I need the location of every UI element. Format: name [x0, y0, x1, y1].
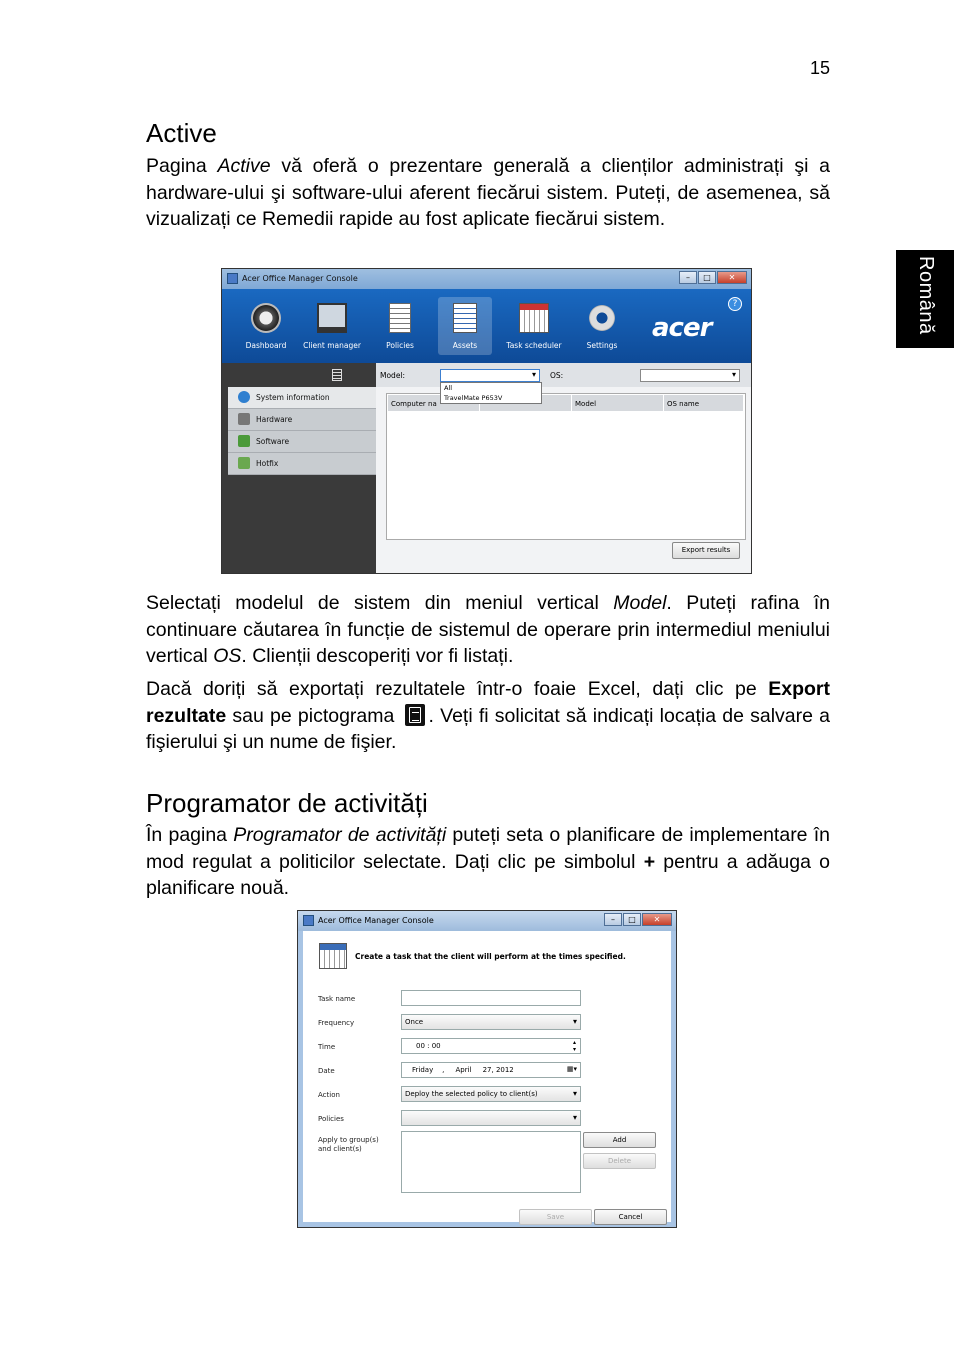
language-tab: [896, 250, 954, 348]
section-title-active: Active: [146, 118, 217, 148]
action-select[interactable]: Deploy the selected policy to client(s) ▾: [401, 1086, 581, 1102]
model-dropdown-list: [440, 382, 542, 404]
window-titlebar: [222, 269, 751, 289]
minimize-button[interactable]: –: [604, 913, 622, 926]
model-dropdown[interactable]: [440, 369, 540, 382]
assets-icon: [453, 303, 477, 333]
model-option-all[interactable]: All: [444, 384, 453, 392]
assets-sidebar: [222, 363, 376, 573]
maximize-button[interactable]: □: [623, 913, 641, 926]
model-label: Model:: [380, 371, 406, 380]
cancel-button[interactable]: Cancel: [594, 1209, 667, 1225]
nav-settings[interactable]: Settings: [572, 297, 632, 350]
task-name-label: Task name: [318, 995, 356, 1003]
page-number: 15: [809, 58, 830, 78]
app-icon: [227, 273, 238, 284]
date-picker[interactable]: Friday , April 27, 2012 ▦▾: [401, 1062, 581, 1078]
help-icon[interactable]: ?: [728, 297, 742, 311]
export-results-button[interactable]: Export results: [672, 542, 740, 559]
hardware-icon: [238, 413, 250, 425]
maximize-button[interactable]: □: [698, 271, 716, 284]
nav-dashboard[interactable]: Dashboard: [236, 297, 296, 350]
filter-bar: [376, 363, 751, 387]
info-icon: [238, 391, 250, 403]
policies-label: Policies: [318, 1115, 344, 1123]
model-paragraph: Selectați modelul de sistem din meniul vertical Model. Puteți rafina în continuare căutarea în funcție de sistemul de operare prin intermediul meniului vertical OS. Clienții descoperiți vor fi listați.: [146, 592, 831, 667]
sidebar-item-hotfix[interactable]: Hotfix: [228, 453, 376, 475]
nav-assets[interactable]: Assets: [438, 297, 492, 355]
create-task-dialog: [303, 931, 671, 1222]
frequency-select[interactable]: Once ▾: [401, 1014, 581, 1030]
export-bold-text: Export rezultate: [146, 678, 830, 727]
hotfix-icon: [238, 457, 250, 469]
time-input[interactable]: 00 : 00 ▴▾: [401, 1038, 581, 1054]
section-title-scheduler: Programator de activități: [146, 788, 428, 818]
sidebar-item-system-information[interactable]: System information: [228, 387, 376, 409]
apply-label: Apply to group(s) and client(s): [318, 1136, 379, 1153]
dashboard-icon: [251, 303, 281, 333]
task-scheduler-screenshot: [297, 910, 677, 1228]
calendar-icon: [519, 303, 549, 333]
frequency-label: Frequency: [318, 1019, 355, 1027]
window-title: Acer Office Manager Console: [318, 916, 434, 925]
action-label: Action: [318, 1091, 340, 1099]
date-label: Date: [318, 1067, 335, 1075]
column-model[interactable]: Model: [572, 395, 664, 411]
sidebar-item-software[interactable]: Software: [228, 431, 376, 453]
nav-task-scheduler[interactable]: Task scheduler: [504, 297, 564, 350]
close-button[interactable]: ✕: [717, 271, 747, 284]
top-navigation: [222, 289, 751, 363]
column-computer-name[interactable]: Computer na: [388, 395, 480, 411]
app-icon: [303, 915, 314, 926]
document-icon: [405, 704, 425, 726]
save-button[interactable]: Save: [519, 1209, 592, 1225]
assets-screenshot: [221, 268, 752, 574]
assets-content: [376, 363, 751, 573]
results-table: [386, 393, 746, 540]
nav-policies[interactable]: Policies: [370, 297, 430, 350]
software-icon: [238, 435, 250, 447]
policies-select[interactable]: [401, 1110, 581, 1126]
task-name-input[interactable]: [401, 990, 581, 1006]
dialog-header: Create a task that the client will perform at the times specified.: [355, 952, 626, 961]
os-dropdown[interactable]: [640, 369, 740, 382]
active-intro-paragraph: Pagina Active vă oferă o prezentare generală a clienților administrați şi a hardware-ului şi software-ului aferent fiecărui sistem. Puteți, de asemenea, să vizualizați ce Remedii rapide au fost aplicate fiecărui sistem.: [146, 155, 830, 230]
sidebar-item-hardware[interactable]: Hardware: [228, 409, 376, 431]
column-os-name[interactable]: OS name: [664, 395, 744, 411]
time-label: Time: [318, 1043, 336, 1051]
calendar-icon: [319, 943, 347, 969]
scheduler-paragraph: În pagina Programator de activități puteți seta o planificare de implementare în mod regulat a politicilor selectate. Dați clic pe simbolul + pentru a adăuga o planificare nouă.: [146, 824, 830, 899]
groups-clients-list[interactable]: [401, 1131, 581, 1193]
gear-icon: [587, 303, 617, 333]
add-button[interactable]: Add: [583, 1132, 656, 1148]
export-document-icon[interactable]: [332, 369, 342, 381]
export-paragraph: Dacă doriți să exportați rezultatele într-o foaie Excel, dați clic pe Export rezultate sau pe pictograma . Veți fi solicitat să indicați locația de salvare a fişierului şi un nume de fişier.: [146, 678, 830, 753]
minimize-button[interactable]: –: [679, 271, 697, 284]
window-titlebar: [298, 911, 676, 931]
nav-client-manager[interactable]: Client manager: [302, 297, 362, 350]
close-button[interactable]: ✕: [642, 913, 672, 926]
delete-button[interactable]: Delete: [583, 1153, 656, 1169]
language-tab-label: Română: [915, 256, 937, 335]
acer-logo: acer: [652, 313, 712, 343]
os-label: OS:: [550, 371, 564, 380]
model-option-travelmate[interactable]: TravelMate P653V: [444, 394, 503, 402]
monitor-icon: [317, 303, 347, 333]
window-title: Acer Office Manager Console: [242, 274, 358, 283]
policies-icon: [389, 303, 411, 333]
